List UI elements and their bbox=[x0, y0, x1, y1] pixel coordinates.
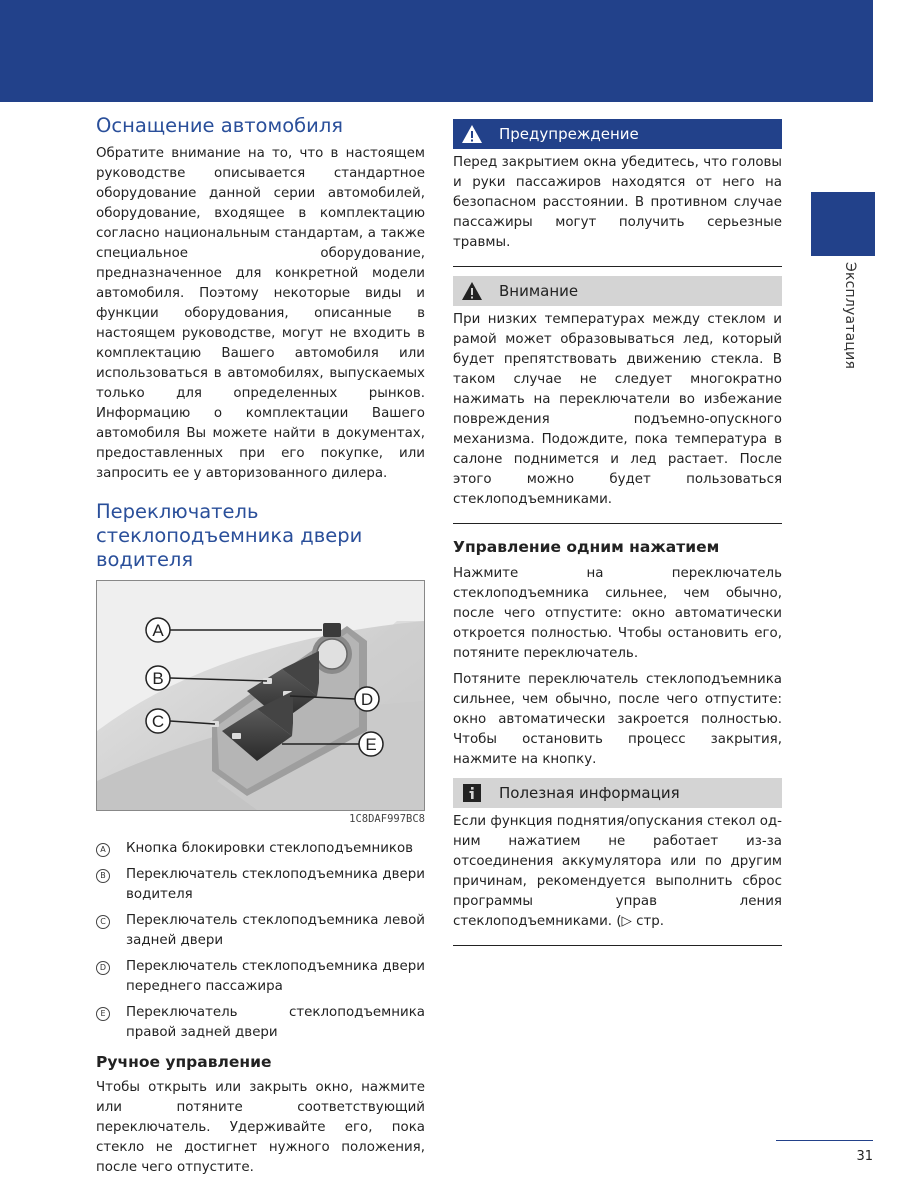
section-title-one-touch: Управление одним нажатием bbox=[453, 538, 720, 556]
one-touch-paragraph-1: Нажмите на переключатель стеклоподъемника сильнее, чем обычно, после чего отпустите: окно автоматически откроется полностью. Чтобы остановить его, потяните переключатель. bbox=[453, 566, 782, 661]
caution-box-header bbox=[453, 276, 782, 306]
section-title-equipment: Оснащение автомобиля bbox=[96, 114, 344, 137]
legend-item bbox=[96, 839, 425, 859]
info-icon bbox=[459, 783, 485, 803]
svg-text:D: D bbox=[360, 690, 374, 709]
legend-letter-e: E bbox=[96, 1007, 110, 1021]
figure-legend bbox=[96, 839, 425, 1043]
legend-text: Кнопка блокировки стеклоподъемников bbox=[126, 841, 414, 856]
legend-letter-b: B bbox=[96, 869, 110, 883]
callout-A bbox=[146, 618, 170, 642]
legend-item bbox=[96, 957, 425, 997]
legend-letter-c: C bbox=[96, 915, 110, 929]
warning-triangle-icon bbox=[459, 124, 485, 144]
caution-triangle-icon bbox=[459, 281, 485, 301]
one-touch-paragraph-2: Потяните переключатель стеклоподъемника сильнее, чем обычно, после чего отпустите: окно автоматически закроется полностью. Чтобы остановить процесс закрытия, нажмите на кнопку. bbox=[453, 672, 782, 767]
manual-control-paragraph: Чтобы открыть или закрыть окно, нажмите или потяните соответствующий переключатель. Удерживайте его, пока стекло не достигнет нужного положения, после чего отпустите. bbox=[96, 1080, 425, 1175]
page-number: 31 bbox=[776, 1140, 873, 1164]
section-title-manual-control: Ручное управление bbox=[96, 1053, 272, 1071]
svg-text:C: C bbox=[151, 712, 165, 731]
left-column bbox=[96, 114, 425, 1178]
svg-text:A: A bbox=[152, 621, 164, 640]
divider bbox=[453, 523, 782, 524]
callout-D bbox=[355, 687, 379, 711]
divider bbox=[453, 945, 782, 946]
legend-letter-d: D bbox=[96, 961, 110, 975]
warning-title: Предупреждение bbox=[499, 125, 639, 143]
caution-title: Внимание bbox=[499, 282, 579, 300]
info-box-header bbox=[453, 778, 782, 808]
legend-text: Переключатель стеклоподъемника двери переднего пассажира bbox=[126, 959, 425, 994]
right-column bbox=[453, 119, 782, 946]
warning-box-header bbox=[453, 119, 782, 149]
info-title: Полезная информация bbox=[499, 784, 680, 802]
side-tab-label: Эксплуатация bbox=[842, 262, 858, 370]
legend-letter-a: A bbox=[96, 843, 110, 857]
svg-text:B: B bbox=[152, 669, 164, 688]
legend-item bbox=[96, 865, 425, 905]
header-bar bbox=[0, 0, 873, 102]
callout-B bbox=[146, 666, 170, 690]
caution-text: При низких температурах между стеклом и рамой может образовываться лед, который будет препятствовать движению стекла. В таком случае не следует многократно нажимать на переключатели во избежание повреждения подъемно-опускного механизма. Подождите, пока температура в салоне поднимется и лед растает. После этого можно будет пользоваться стеклоподъемниками. bbox=[453, 312, 782, 507]
window-switch-figure bbox=[96, 580, 425, 811]
legend-item bbox=[96, 911, 425, 951]
figure-code: 1C8DAF997BC8 bbox=[349, 813, 425, 825]
section-title-window-switch: Переключатель стеклоподъемника двери водителя bbox=[96, 500, 363, 571]
callout-E bbox=[359, 732, 383, 756]
svg-text:E: E bbox=[365, 735, 377, 754]
equipment-paragraph: Обратите внимание на то, что в настоящем руководстве описывается стандартное оборудование данной серии автомобилей, оборудование, входящее в комплектацию согласно национальным стандартам, а также специальное оборудование, предназначенное для конкретной модели автомобиля. Поэтому некоторые виды и функции оборудования, описанные в настоящем руководстве, могут не входить в комплектацию Вашего автомобиля или использоваться в автомобилях, выпускаемых только для определенных рынков. Информацию о комплектации Вашего автомобиля Вы можете найти в документах, предоставленных при его покупке, или запросить ее у авторизованного дилера. bbox=[96, 146, 425, 481]
warning-text: Перед закрытием окна убедитесь, что головы и руки пассажиров находятся от него на безопасном расстоянии. В противном случае пассажиры могут получить серьезные травмы. bbox=[453, 155, 782, 250]
callout-C bbox=[146, 709, 170, 733]
info-text: Если функция поднятия/опускания стекол одним нажатием не работает из-за отсоединения аккумулятора или по другим причинам, рекомендуется выполнить сброс программы управ ления стеклоподъемниками. (▷ стр. bbox=[453, 814, 782, 929]
side-tab-marker bbox=[811, 192, 875, 256]
legend-text: Переключатель стеклоподъемника двери водителя bbox=[126, 867, 425, 902]
divider bbox=[453, 266, 782, 267]
legend-text: Переключатель стеклоподъемника левой задней двери bbox=[126, 913, 425, 948]
door-panel-illustration bbox=[97, 581, 424, 810]
legend-item bbox=[96, 1003, 425, 1043]
legend-text: Переключатель стеклоподъемника правой задней двери bbox=[126, 1005, 425, 1040]
